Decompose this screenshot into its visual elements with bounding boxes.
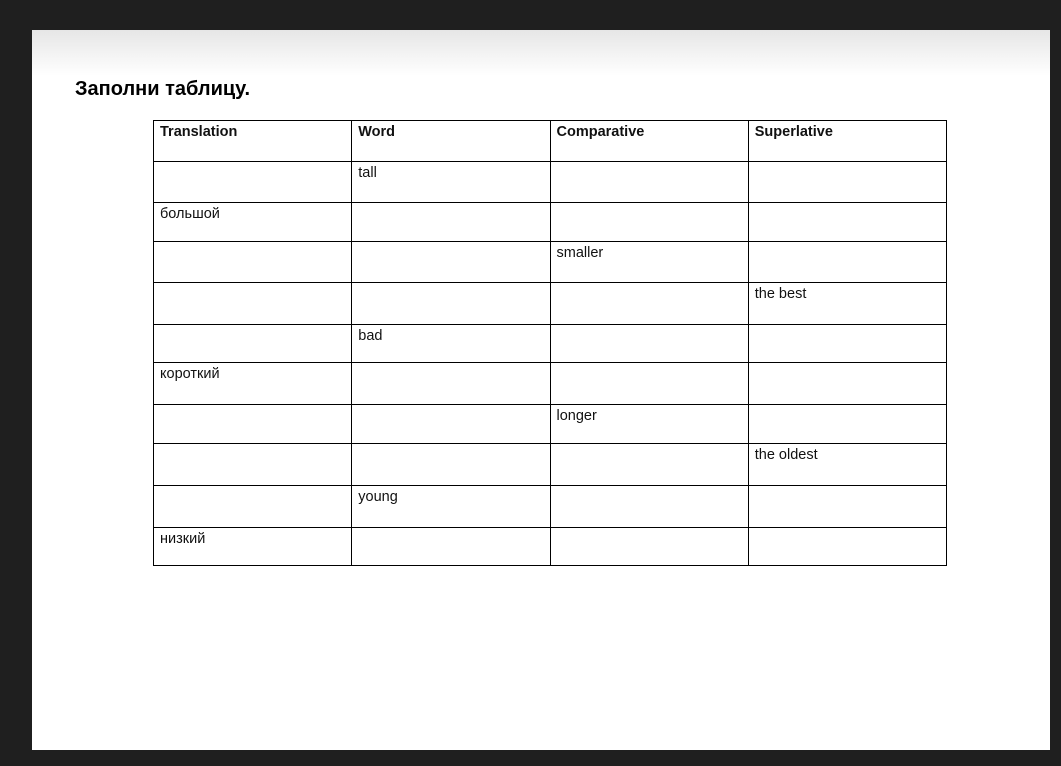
fill-in-table <box>153 120 947 566</box>
cell-comparative: longer <box>550 405 748 444</box>
cell-translation <box>154 405 352 444</box>
table-row <box>154 363 947 405</box>
cell-comparative <box>550 325 748 363</box>
cell-comparative: smaller <box>550 242 748 283</box>
cell-word: young <box>352 486 550 528</box>
cell-translation: короткий <box>154 363 352 405</box>
table-row <box>154 486 947 528</box>
cell-comparative <box>550 486 748 528</box>
cell-translation <box>154 162 352 203</box>
cell-comparative <box>550 528 748 566</box>
cell-comparative <box>550 162 748 203</box>
cell-word <box>352 203 550 242</box>
cell-superlative <box>748 203 946 242</box>
header-row <box>154 121 947 162</box>
cell-superlative <box>748 242 946 283</box>
cell-word: tall <box>352 162 550 203</box>
table-row <box>154 444 947 486</box>
cell-word <box>352 283 550 325</box>
cell-translation <box>154 444 352 486</box>
cell-comparative <box>550 444 748 486</box>
table-row <box>154 405 947 444</box>
header-comparative: Comparative <box>550 121 748 162</box>
table-row <box>154 203 947 242</box>
cell-superlative <box>748 363 946 405</box>
cell-superlative <box>748 528 946 566</box>
cell-superlative: the oldest <box>748 444 946 486</box>
header-superlative: Superlative <box>748 121 946 162</box>
cell-comparative <box>550 363 748 405</box>
table-row <box>154 242 947 283</box>
task-heading: Заполни таблицу. <box>75 78 251 100</box>
cell-superlative <box>748 486 946 528</box>
cell-word <box>352 444 550 486</box>
cell-superlative: the best <box>748 283 946 325</box>
header-translation: Translation <box>154 121 352 162</box>
document-page <box>32 30 1050 750</box>
table-row <box>154 283 947 325</box>
cell-comparative <box>550 283 748 325</box>
cell-word <box>352 528 550 566</box>
cell-translation <box>154 486 352 528</box>
cell-superlative <box>748 405 946 444</box>
header-word: Word <box>352 121 550 162</box>
cell-superlative <box>748 162 946 203</box>
cell-word: bad <box>352 325 550 363</box>
cell-word <box>352 242 550 283</box>
cell-translation <box>154 242 352 283</box>
table-row <box>154 325 947 363</box>
cell-word <box>352 363 550 405</box>
cell-translation <box>154 283 352 325</box>
cell-superlative <box>748 325 946 363</box>
table-row <box>154 162 947 203</box>
cell-translation <box>154 325 352 363</box>
table-row <box>154 528 947 566</box>
cell-translation: низкий <box>154 528 352 566</box>
cell-word <box>352 405 550 444</box>
page-top-shadow <box>32 30 1050 76</box>
cell-comparative <box>550 203 748 242</box>
cell-translation: большой <box>154 203 352 242</box>
